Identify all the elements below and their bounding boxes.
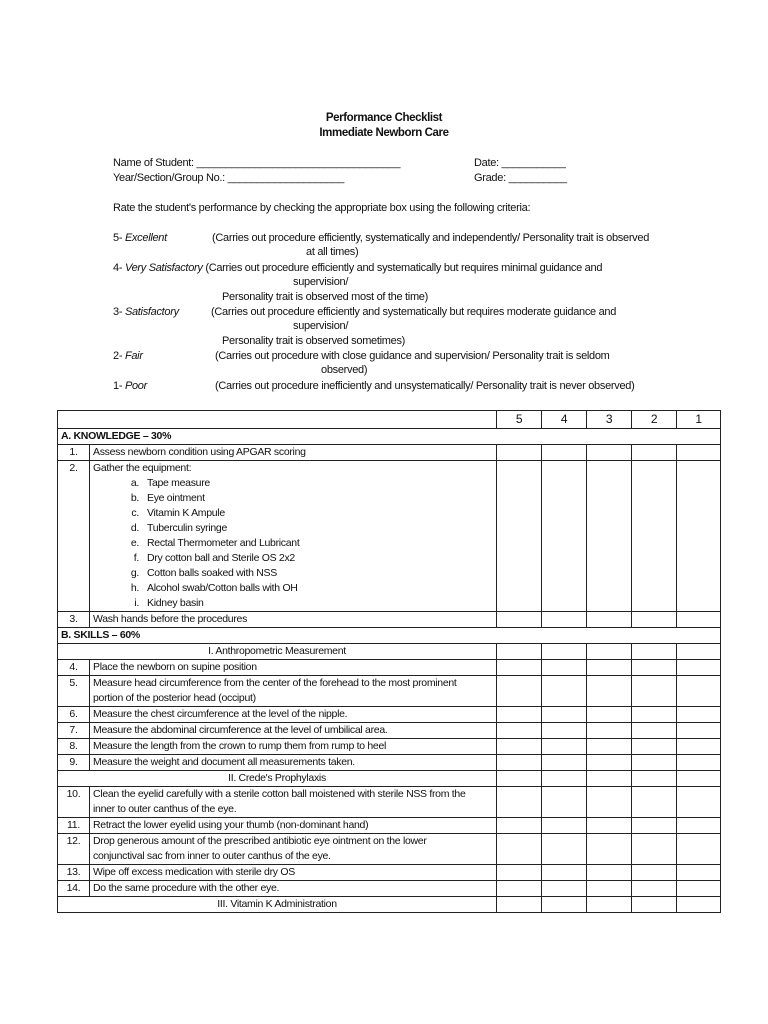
equipment-item: f. Dry cotton ball and Sterile OS 2x2 [133,552,295,564]
subsection-crede: II. Crede's Prophylaxis [58,771,497,787]
row-text: Measure the abdominal circumference at the level of umbilical area. [90,723,497,739]
score-cell[interactable] [497,660,542,676]
score-cell[interactable] [587,612,632,628]
score-cell [497,644,542,660]
equipment-item: a. Tape measure [130,477,210,489]
row-number: 11. [58,818,90,834]
score-cell[interactable] [497,676,542,707]
row-number: 1. [58,445,90,461]
score-cell [587,771,632,787]
table-row [58,881,721,897]
score-cell[interactable] [587,739,632,755]
score-cell[interactable] [677,865,721,881]
score-cell[interactable] [677,818,721,834]
table-row [58,612,721,628]
header-blank [58,411,497,429]
score-cell[interactable] [632,881,677,897]
score-cell[interactable] [587,660,632,676]
equipment-item: b. Eye ointment [130,492,205,504]
score-cell[interactable] [677,834,721,865]
score-cell[interactable] [542,445,587,461]
score-cell[interactable] [542,723,587,739]
equipment-item: i. Kidney basin [134,597,204,609]
equipment-item: c. Vitamin K Ampule [131,507,225,519]
row-text: Wash hands before the procedures [90,612,497,628]
score-cell[interactable] [677,723,721,739]
score-cell[interactable] [542,834,587,865]
section-knowledge-row [58,429,721,445]
criteria-2-desc: (Carries out procedure with close guidance and supervision/ Personality trait is seldom [215,350,610,362]
table-row [58,755,721,771]
rating-2-header: 2 [632,411,677,429]
row-number: 3. [58,612,90,628]
score-cell [632,644,677,660]
equipment-item: h. Alcohol swab/Cotton balls with OH [130,582,298,594]
row-text: Assess newborn condition using APGAR scoring [90,445,497,461]
table-row [58,707,721,723]
score-cell[interactable] [632,445,677,461]
score-cell[interactable] [632,818,677,834]
section-skills-row [58,628,721,644]
score-cell[interactable] [497,461,542,612]
score-cell[interactable] [587,723,632,739]
score-cell[interactable] [587,445,632,461]
score-cell[interactable] [677,676,721,707]
score-cell[interactable] [677,881,721,897]
score-cell[interactable] [497,445,542,461]
row-number: 14. [58,881,90,897]
score-cell [542,771,587,787]
score-cell[interactable] [677,612,721,628]
criteria-1-desc: (Carries out procedure inefficiently and unsystematically/ Personality trait is never observed) [215,380,635,392]
score-cell [677,897,721,913]
score-cell[interactable] [587,755,632,771]
rating-4-header: 4 [542,411,587,429]
score-cell[interactable] [497,723,542,739]
row-number: 6. [58,707,90,723]
score-cell [497,897,542,913]
row-number: 7. [58,723,90,739]
row-text: Measure head circumference from the center of the forehead to the most prominent portion of the posterior head (occiput) [90,676,497,707]
score-cell[interactable] [677,461,721,612]
criteria-4-desc2: supervision/ [293,276,349,288]
criteria-5-desc: (Carries out procedure efficiently, systematically and independently/ Personality trait is observed [212,232,650,244]
grade-field[interactable]: Grade: __________ [474,172,567,184]
row-number: 12. [58,834,90,865]
equipment-list [93,476,493,611]
section-skills: B. SKILLS – 60% [58,628,721,644]
table-row [58,834,721,865]
row-text: Wipe off excess medication with sterile dry OS [90,865,497,881]
table-row [58,865,721,881]
score-cell[interactable] [677,445,721,461]
score-cell[interactable] [497,739,542,755]
score-cell[interactable] [632,707,677,723]
page-subtitle: Immediate Newborn Care [319,127,449,139]
score-cell[interactable] [497,707,542,723]
score-cell[interactable] [542,707,587,723]
criteria-3-desc: (Carries out procedure efficiently and systematically but requires moderate guidance and [211,306,617,318]
score-cell[interactable] [497,755,542,771]
score-cell[interactable] [632,461,677,612]
score-cell[interactable] [542,739,587,755]
score-cell[interactable] [587,676,632,707]
row-number: 2. [58,461,90,612]
score-cell[interactable] [497,865,542,881]
score-cell[interactable] [542,818,587,834]
score-cell[interactable] [542,755,587,771]
score-cell[interactable] [632,723,677,739]
score-cell[interactable] [632,787,677,818]
score-cell[interactable] [497,881,542,897]
score-cell [542,644,587,660]
table-row [58,676,721,707]
score-cell[interactable] [677,660,721,676]
criteria-3-desc2: supervision/ [293,320,349,332]
criteria-2: 2- Fair [113,350,143,362]
score-cell[interactable] [587,865,632,881]
score-cell [497,771,542,787]
score-cell [677,644,721,660]
rating-header-row [58,411,721,429]
subsection-anthropometric: I. Anthropometric Measurement [58,644,497,660]
row-number: 5. [58,676,90,707]
equipment-heading: Gather the equipment: [93,462,192,474]
instruction-text: Rate the student's performance by checking the appropriate box using the following criteria: [113,202,531,214]
criteria-5-desc2: at all times) [306,246,359,258]
rating-3-header: 3 [587,411,632,429]
row-text: Measure the chest circumference at the level of the nipple. [90,707,497,723]
score-cell [632,771,677,787]
criteria-3-desc3: Personality trait is observed sometimes) [222,335,406,347]
table-row [58,739,721,755]
table-row [58,461,721,612]
score-cell[interactable] [497,834,542,865]
row-number: 8. [58,739,90,755]
row-text [90,461,497,612]
score-cell [677,771,721,787]
criteria-1: 1- Poor [113,380,147,392]
score-cell[interactable] [632,660,677,676]
row-text: Clean the eyelid carefully with a sterile cotton ball moistened with sterile NSS from the inner to outer canthus of the eye. [90,787,497,818]
score-cell[interactable] [632,612,677,628]
score-cell[interactable] [632,676,677,707]
table-row [58,787,721,818]
score-cell[interactable] [677,787,721,818]
score-cell [587,644,632,660]
score-cell[interactable] [497,818,542,834]
score-cell[interactable] [542,461,587,612]
score-cell[interactable] [542,660,587,676]
score-cell [542,897,587,913]
row-text: Measure the length from the crown to rump them from rump to heel [90,739,497,755]
score-cell[interactable] [587,461,632,612]
score-cell[interactable] [542,676,587,707]
row-text: Drop generous amount of the prescribed antibiotic eye ointment on the lower conjunctival sac from inner to outer canthus of the eye. [90,834,497,865]
table-row [58,818,721,834]
table-row [58,723,721,739]
score-cell[interactable] [632,865,677,881]
score-cell [587,897,632,913]
score-cell[interactable] [497,612,542,628]
equipment-item: g. Cotton balls soaked with NSS [130,567,277,579]
score-cell[interactable] [542,881,587,897]
year-section-field[interactable]: Year/Section/Group No.: ____________________ [113,172,345,184]
checklist-table [57,410,721,913]
row-text: Measure the weight and document all measurements taken. [90,755,497,771]
equipment-item: e. Rectal Thermometer and Lubricant [130,537,300,549]
score-cell[interactable] [677,707,721,723]
score-cell[interactable] [542,612,587,628]
score-cell[interactable] [587,818,632,834]
row-number: 4. [58,660,90,676]
subsection-row [58,771,721,787]
criteria-4: 4- Very Satisfactory (Carries out procedure efficiently and systematically but requires minimal guidance and [113,262,603,274]
rating-1-header: 1 [677,411,721,429]
row-text: Do the same procedure with the other eye. [90,881,497,897]
criteria-5: 5- Excellent [113,232,167,244]
score-cell[interactable] [497,787,542,818]
row-number: 10. [58,787,90,818]
row-number: 13. [58,865,90,881]
score-cell[interactable] [632,739,677,755]
row-text: Retract the lower eyelid using your thumb (non-dominant hand) [90,818,497,834]
score-cell[interactable] [677,755,721,771]
table-row [58,660,721,676]
criteria-2-desc2: observed) [321,364,368,376]
score-cell[interactable] [587,707,632,723]
score-cell[interactable] [632,755,677,771]
score-cell[interactable] [587,881,632,897]
date-field[interactable]: Date: ___________ [474,157,566,169]
score-cell[interactable] [632,834,677,865]
subsection-row [58,644,721,660]
criteria-3: 3- Satisfactory [113,306,179,318]
subsection-row [58,897,721,913]
score-cell[interactable] [587,787,632,818]
equipment-item: d. Tuberculin syringe [130,522,227,534]
score-cell[interactable] [587,834,632,865]
score-cell[interactable] [542,865,587,881]
criteria-4-desc3: Personality trait is observed most of the time) [222,291,428,303]
section-knowledge: A. KNOWLEDGE – 30% [58,429,721,445]
row-number: 9. [58,755,90,771]
student-name-field[interactable]: Name of Student: ___________________________________ [113,157,401,169]
score-cell[interactable] [677,739,721,755]
score-cell [632,897,677,913]
subsection-vitamin-k: III. Vitamin K Administration [58,897,497,913]
rating-5-header: 5 [497,411,542,429]
table-row [58,445,721,461]
row-text: Place the newborn on supine position [90,660,497,676]
score-cell[interactable] [542,787,587,818]
page-title: Performance Checklist [325,112,443,124]
